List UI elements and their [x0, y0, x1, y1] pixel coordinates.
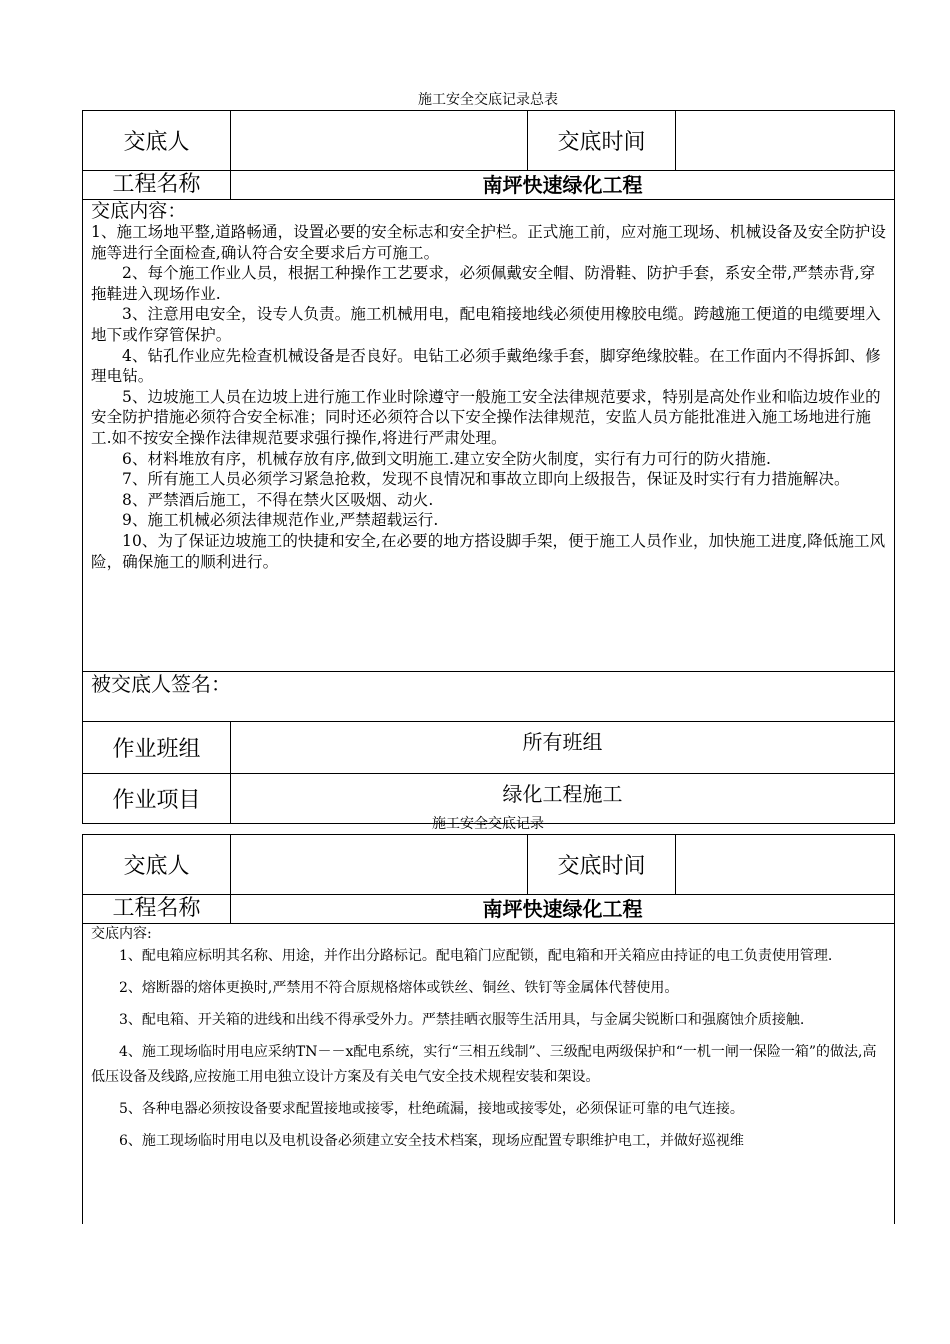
project-name-value: 南坪快速绿化工程 — [231, 895, 895, 924]
work-item-value: 绿化工程施工 — [231, 774, 895, 824]
project-name-label: 工程名称 — [83, 171, 231, 200]
content-heading: 交底内容: — [91, 926, 152, 942]
signature-field: 被交底人签名： — [83, 672, 895, 722]
content-item: 8、严禁酒后施工，不得在禁火区吸烟、动火. — [122, 490, 434, 509]
disclosure-time-value — [676, 111, 895, 171]
summary-table — [82, 110, 895, 824]
table2-caption: 施工安全交底记录 — [432, 816, 544, 832]
record-table — [82, 834, 895, 1224]
work-item-label: 作业项目 — [83, 774, 231, 824]
content-item: 4、施工现场临时用电应采纳TN－－x配电系统，实行“三相五线制”、三级配电两级保护和“一机一闸一保险一箱”的做法,高低压设备及线路,应按施工用电独立设计方案及有关电气安全技术规程安装和架设。 — [91, 1044, 877, 1085]
discloser-value — [231, 111, 528, 171]
disclosure-time-label: 交底时间 — [528, 835, 676, 895]
content-item: 4、钻孔作业应先检查机械设备是否良好。电钻工必须手戴绝缘手套，脚穿绝缘胶鞋。在工作面内不得拆卸、修理电钻。 — [91, 346, 881, 386]
content-heading: 交底内容： — [91, 200, 187, 222]
content-item: 9、施工机械必须法律规范作业,严禁超载运行. — [122, 511, 439, 530]
content-item: 5、各种电器必须按设备要求配置接地或接零，杜绝疏漏，接地或接零处，必须保证可靠的电气连接。 — [119, 1101, 744, 1117]
work-team-value: 所有班组 — [231, 722, 895, 774]
content-item: 6、施工现场临时用电以及电机设备必须建立安全技术档案，现场应配置专职维护电工，并做好巡视维 — [119, 1133, 744, 1149]
disclosure-time-value — [676, 835, 895, 895]
project-name-label: 工程名称 — [83, 895, 231, 924]
content-item: 2、熔断器的熔体更换时,严禁用不符合原规格熔体或铁丝、铜丝、铁钉等金属体代替使用。 — [119, 980, 679, 996]
content-item: 7、所有施工人员必须学习紧急抢救，发现不良情况和事故立即向上级报告，保证及时实行有力措施解决。 — [122, 470, 850, 489]
content-item: 1、配电箱应标明其名称、用途，并作出分路标记。配电箱门应配锁，配电箱和开关箱应由持证的电工负责使用管理. — [119, 948, 833, 964]
discloser-label: 交底人 — [83, 111, 231, 171]
work-team-label: 作业班组 — [83, 722, 231, 774]
discloser-value — [231, 835, 528, 895]
content-item: 10、为了保证边坡施工的快捷和安全,在必要的地方搭设脚手架，便于施工人员作业，加快施工进度,降低施工风险，确保施工的顺利进行。 — [91, 531, 886, 571]
content-item: 2、每个施工作业人员，根据工种操作工艺要求，必须佩戴安全帽、防滑鞋、防护手套，系安全带,严禁赤背,穿拖鞋进入现场作业. — [91, 264, 876, 303]
project-name-value: 南坪快速绿化工程 — [231, 171, 895, 200]
content-item: 6、材料堆放有序，机械存放有序,做到文明施工.建立安全防火制度，实行有力可行的防火措施. — [122, 449, 772, 468]
content-item: 1、施工场地平整,道路畅通，设置必要的安全标志和安全护栏。正式施工前，应对施工现场、机械设备及安全防护设施等进行全面检查,确认符合安全要求后方可施工。 — [91, 223, 886, 262]
content-item: 3、配电箱、开关箱的进线和出线不得承受外力。严禁挂晒衣服等生活用具，与金属尖锐断口和强腐蚀介质接触. — [119, 1012, 805, 1028]
content-item: 5、边坡施工人员在边坡上进行施工作业时除遵守一般施工安全法律规范要求，特别是高处作业和临边坡作业的安全防护措施必须符合安全标准；同时还必须符合以下安全操作法律规范，安监人员方能批准进入施工场地进行施工.如不按安全操作法律规范要求强行操作,将进行严肃处理。 — [91, 387, 881, 447]
table1-caption: 施工安全交底记录总表 — [418, 92, 558, 108]
content-item: 3、注意用电安全，设专人负责。施工机械用电，配电箱接地线必须使用橡胶电缆。跨越施工便道的电缆要埋入地下或作穿管保护。 — [91, 305, 881, 344]
disclosure-time-label: 交底时间 — [528, 111, 676, 171]
discloser-label: 交底人 — [83, 835, 231, 895]
disclosure-content — [83, 924, 895, 1224]
disclosure-content — [83, 200, 895, 672]
